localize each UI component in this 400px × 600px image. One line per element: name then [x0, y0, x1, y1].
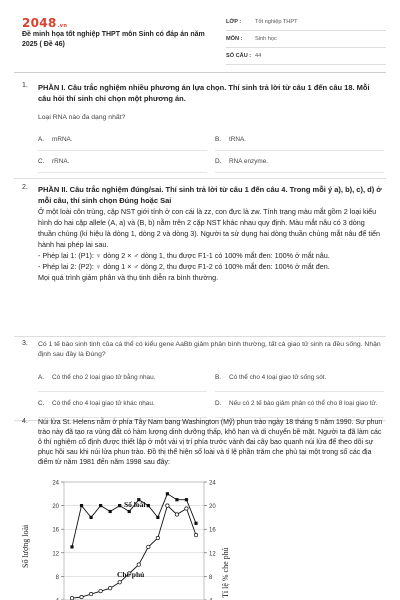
question-divider: [14, 178, 386, 179]
option-b[interactable]: [215, 129, 384, 151]
meta-key: MÔN :: [226, 36, 243, 42]
series-1-point: [175, 498, 178, 501]
question-1: [22, 82, 384, 173]
y-tick-label: 16: [52, 527, 59, 534]
series-1-point: [194, 522, 197, 525]
meta-row-subject: [226, 31, 386, 48]
option-letter: B.: [215, 374, 222, 382]
option-c[interactable]: [38, 392, 207, 418]
series-line-2: [72, 506, 196, 599]
series-1-point: [118, 504, 121, 507]
chart-svg: [22, 478, 270, 600]
series-2-point: [118, 581, 121, 584]
y2-tick-label: 16: [209, 527, 216, 534]
option-letter: A.: [38, 374, 45, 382]
part-heading: PHẦN II. Câu trắc nghiệm đúng/sai. Thí sinh trả lời từ câu 1 đến câu 4. Trong mỗi ý a), b), c), d) ở mỗi câu, thí sinh chọn Đúng hoặc Sai: [38, 185, 382, 205]
question-number: 1.: [22, 82, 28, 89]
series-2-point: [147, 545, 150, 548]
series-1-point: [109, 510, 112, 513]
y-tick-label: 8: [55, 574, 59, 581]
y2-tick-label: 12: [209, 551, 216, 558]
series-2-point: [89, 592, 92, 595]
series-2-point: [156, 536, 159, 539]
site-logo[interactable]: [22, 16, 67, 30]
option-letter: B.: [215, 136, 222, 143]
question-number: 2.: [22, 184, 28, 191]
cross-1: - Phép lai 1: (P1): ♀ dòng 2 × ♂ dòng 1, thu được F1-1 có 100% mắt đen: 100% ở mắt nâu.: [38, 251, 330, 260]
question-passage: Ở một loài côn trùng, cặp NST giới tính ở con cái là zz, con đực là zw. Tính trạng màu mắt gồm 2 loại kiểu hình do hai cặp allele (A, a) và (B, b) nằm trên 2 cặp NST khác nhau quy định. Màu mắt nâu có 3 dòng thuần chủng (kí hiệu là dòng 1, dòng 2 và dòng 3). Người ta sử dụng hai dòng thuần chủng mắt nâu để tiến hành hai phép lai sau.: [38, 207, 381, 249]
question-stem: Núi lửa St. Helens nằm ở phía Tây Nam bang Washington (Mỹ) phun trào ngày 18 tháng 5 năm 1990. Sự phun trào này đã tạo ra vùng đất có hàm lượng dinh dưỡng thấp, khô hạn và di chuyển bề mặt. Người ta đã làm các ô thí nghiệm cố định được thiết lập ở một vài vị trí phía trước vành đai cây bao quanh núi lửa để theo dõi sự phục hồi sau khi núi lửa phun trào. Đồ thị thể hiện số loài và tỉ lệ phần trăm che phủ tại một trong số các địa điểm từ năm 1981 đến năm 1998 sau đây:: [38, 419, 383, 466]
meta-value: 44: [255, 53, 262, 59]
y-tick-label: 20: [52, 504, 59, 511]
option-c[interactable]: [38, 151, 207, 173]
y2-axis-ticks: [204, 481, 216, 600]
option-text: Có thể cho 2 loại giao tử bằng nhau.: [52, 374, 156, 382]
y2-axis-label: Tỉ lệ % che phủ: [221, 547, 230, 598]
meta-key: SỐ CÂU :: [226, 53, 252, 59]
y-tick-label: 24: [52, 480, 59, 487]
series-1-point: [156, 516, 159, 519]
option-letter: D.: [215, 158, 222, 165]
option-d[interactable]: [215, 151, 384, 173]
series-1-point: [128, 510, 131, 513]
series-2-point: [137, 563, 140, 566]
page-title: Đề minh họa tốt nghiệp THPT môn Sinh có đáp án năm 2025 ( Đề 46): [22, 31, 205, 48]
header-divider: [14, 72, 386, 73]
page-header: [0, 0, 400, 70]
series-1-point: [166, 492, 169, 495]
option-letter: D.: [215, 400, 222, 408]
option-a[interactable]: [38, 366, 207, 392]
option-text: Có thể cho 4 loại giao tử sống sót.: [229, 374, 327, 382]
meta-key: LỚP :: [226, 19, 242, 25]
option-letter: A.: [38, 136, 45, 143]
option-text: tRNA.: [229, 136, 247, 143]
option-text: RNA enzyme.: [229, 158, 269, 165]
y-tick-label: 12: [52, 551, 59, 558]
series-2-point: [70, 597, 73, 600]
series-2-point: [108, 587, 111, 590]
option-letter: C.: [38, 158, 45, 165]
series-1-point: [80, 504, 83, 507]
y-axis-ticks: [52, 481, 64, 600]
series-2-point: [194, 533, 197, 536]
question-2: [22, 184, 384, 283]
series-2-point: [80, 595, 83, 598]
series-2-point: [166, 504, 169, 507]
option-letter: C.: [38, 400, 45, 408]
meta-row-class: [226, 14, 386, 31]
option-text: Có thể cho 4 loại giao tử khác nhau.: [52, 400, 155, 408]
series-label-che-phu: Che phủ: [117, 570, 145, 579]
series-1-point: [147, 504, 150, 507]
species-cover-chart: [22, 478, 270, 600]
option-text: Nếu có 2 tế bào giảm phân có thể cho 8 loại giao tử.: [229, 400, 378, 408]
series-2-point: [175, 513, 178, 516]
logo-suffix: .vn: [57, 23, 68, 29]
y2-tick-label: 8: [209, 574, 213, 581]
answer-options: [38, 129, 384, 173]
question-divider: [14, 336, 386, 337]
y2-tick-label: 20: [209, 504, 216, 511]
y-axis-label: Số lượng loài: [21, 524, 30, 568]
series-2-point: [99, 589, 102, 592]
option-text: mRNA.: [52, 136, 73, 143]
option-d[interactable]: [215, 392, 384, 418]
question-stem: Loại RNA nào đa dạng nhất?: [38, 114, 126, 121]
meta-table: [226, 14, 386, 65]
answer-options: [38, 366, 384, 418]
logo-text: 2048: [22, 16, 57, 30]
question-number: 3.: [22, 340, 28, 347]
meta-value: Sinh học: [255, 36, 277, 42]
option-b[interactable]: [215, 366, 384, 392]
series-1-point: [70, 545, 73, 548]
part-heading: PHẦN I. Câu trắc nghiệm nhiều phương án lựa chọn. Thí sinh trả lời từ câu 1 đến câu 18. Mỗi câu hỏi thí sinh chỉ chọn một phương án.: [38, 83, 370, 103]
series-2-point: [185, 507, 188, 510]
series-1-point: [99, 504, 102, 507]
question-3: [22, 340, 384, 418]
option-a[interactable]: [38, 129, 207, 151]
cross-2: - Phép lai 2: (P2): ♀ dòng 1 × ♂ dòng 2, thu được F1-2 có 100% mắt đen: 100% ở mắt đen.: [38, 262, 330, 271]
question-number: 4.: [22, 418, 28, 425]
series-1-point: [89, 516, 92, 519]
meta-value: Tốt nghiệp THPT: [255, 19, 298, 25]
y2-tick-label: 24: [209, 480, 216, 487]
meta-row-count: [226, 48, 386, 65]
series-1-point: [185, 498, 188, 501]
question-note: Mọi quá trình giảm phân và thụ tinh diễn ra bình thường.: [38, 273, 219, 282]
question-stem: Có 1 tế bào sinh tinh của cá thể có kiểu gene AaBb giảm phân bình thường, tất cả giao tử sinh ra đều sống. Nhận định sau đây là Đúng?: [38, 341, 381, 358]
question-4: [22, 418, 384, 468]
series-label-so-loai: Số loài: [124, 500, 146, 509]
option-text: rRNA.: [52, 158, 70, 165]
